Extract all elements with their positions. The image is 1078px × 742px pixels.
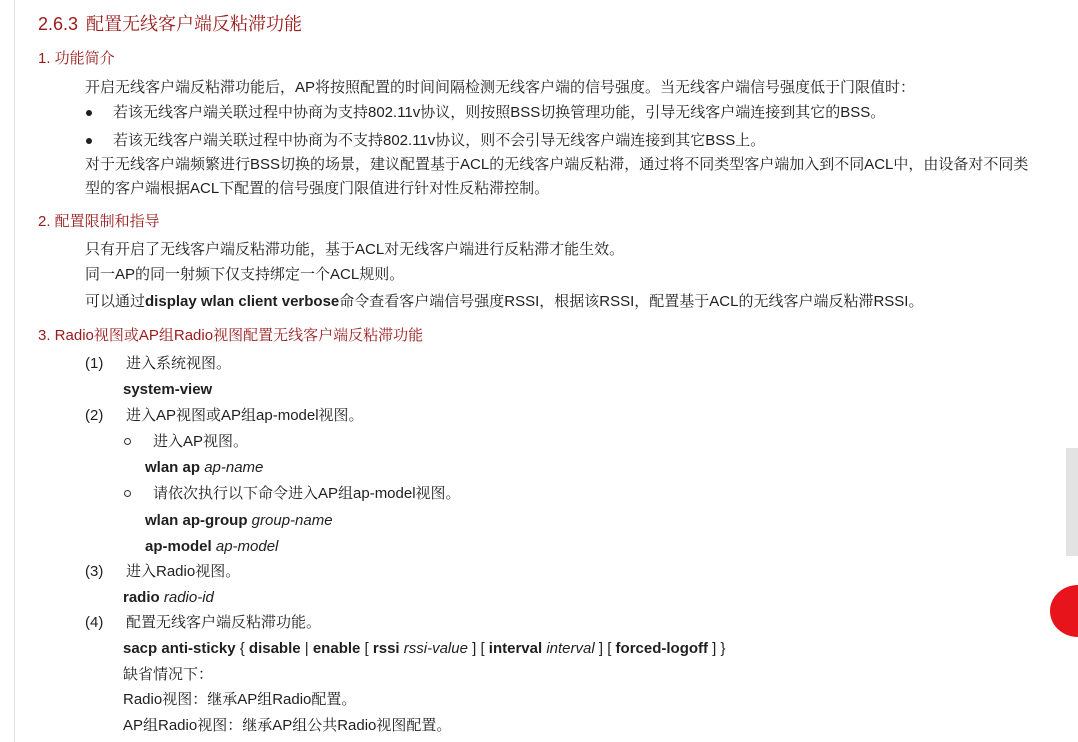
step-3-number: (3) [85, 563, 104, 580]
command-argument: radio-id [163, 589, 214, 606]
command-wlan-ap-group [145, 511, 333, 531]
restriction-line-2: 同一AP的同一射频下仅支持绑定一个ACL规则。 [85, 266, 405, 283]
command-keyword: interval [488, 640, 543, 657]
command-keyword: ap-model [145, 538, 212, 555]
default-radio-view: Radio视图：继承AP组Radio配置。 [123, 691, 357, 708]
command-system-view: system-view [123, 381, 213, 398]
command-ap-model [145, 537, 278, 557]
command-argument: ap-name [204, 459, 264, 476]
command-keyword: wlan ap-group [145, 512, 248, 529]
command-argument: ap-model [215, 538, 279, 555]
default-label: 缺省情况下： [123, 666, 214, 683]
intro-paragraph-1: 开启无线客户端反粘滞功能后，AP将按照配置的时间间隔检测无线客户端的信号强度。当无线客户端信号强度低于门限值时： [85, 79, 916, 96]
restriction-line-1: 只有开启了无线客户端反粘滞功能，基于ACL对无线客户端进行反粘滞才能生效。 [85, 241, 625, 258]
command-syntax: ] } [708, 640, 726, 657]
command-radio [123, 588, 214, 608]
intro-paragraph-2-line-1: 对于无线客户端频繁进行BSS切换的场景，建议配置基于ACL的无线客户端反粘滞，通过将不同类型客户端加入到不同ACL中，由设备对不同类 [85, 156, 1029, 173]
heading-restrictions: 2. 配置限制和指导 [38, 213, 160, 230]
step-1-text: 进入系统视图。 [126, 355, 232, 372]
command-keyword: enable [312, 640, 361, 657]
section-number: 2.6.3 [38, 14, 79, 34]
step-3-text: 进入Radio视图。 [126, 563, 241, 580]
command-keyword: forced-logoff [615, 640, 709, 657]
command-wlan-ap [145, 458, 263, 478]
sub-bullet-icon [124, 490, 131, 497]
command-argument: group-name [251, 512, 333, 529]
intro-bullet-2: 若该无线客户端关联过程中协商为不支持802.11v协议，则不会引导无线客户端连接到其它BSS上。 [113, 132, 766, 149]
sub-bullet-icon [124, 438, 131, 445]
intro-paragraph-2-line-2: 型的客户端根据ACL下配置的信号强度门限值进行针对性反粘滞控制。 [85, 180, 550, 197]
step-2-number: (2) [85, 407, 104, 424]
step-1-number: (1) [85, 355, 104, 372]
heading-procedure: 3. Radio视图或AP组Radio视图配置无线客户端反粘滞功能 [38, 327, 424, 344]
bullet-icon [86, 138, 92, 144]
bullet-icon [86, 110, 92, 116]
restriction-line-3-pre: 可以通过 [85, 293, 146, 310]
section-title-text: 配置无线客户端反粘滞功能 [86, 14, 303, 34]
section-title [38, 10, 302, 36]
command-argument: rssi-value [403, 640, 468, 657]
command-keyword: wlan ap [145, 459, 201, 476]
step-2-sub-1-text: 进入AP视图。 [153, 433, 249, 450]
command-syntax: | [300, 640, 313, 657]
heading-intro: 1. 功能简介 [38, 50, 115, 67]
step-4-number: (4) [85, 614, 104, 631]
command-keyword: radio [123, 589, 160, 606]
command-display-wlan-client-verbose: display wlan client verbose [145, 293, 340, 310]
command-syntax: [ [360, 640, 373, 657]
command-syntax: { [235, 640, 249, 657]
command-syntax: ] [ [467, 640, 489, 657]
command-argument: interval [546, 640, 595, 657]
scrollbar-thumb[interactable] [1066, 448, 1078, 556]
step-4-text: 配置无线客户端反粘滞功能。 [126, 614, 322, 631]
step-2-sub-2-text: 请依次执行以下命令进入AP组ap-model视图。 [153, 485, 461, 502]
default-ap-group-radio-view: AP组Radio视图：继承AP组公共Radio视图配置。 [123, 717, 452, 734]
command-keyword: rssi [372, 640, 400, 657]
command-sacp-anti-sticky [123, 639, 726, 659]
command-keyword: sacp anti-sticky [123, 640, 236, 657]
intro-bullet-1: 若该无线客户端关联过程中协商为支持802.11v协议，则按照BSS切换管理功能，引导无线客户端连接到其它的BSS。 [113, 104, 886, 121]
command-keyword: disable [248, 640, 301, 657]
restriction-line-3-post: 命令查看客户端信号强度RSSI，根据该RSSI，配置基于ACL的无线客户端反粘滞RSSI。 [339, 293, 924, 310]
restriction-line-3 [85, 292, 923, 312]
command-syntax: ] [ [594, 640, 616, 657]
step-2-text: 进入AP视图或AP组ap-model视图。 [126, 407, 364, 424]
